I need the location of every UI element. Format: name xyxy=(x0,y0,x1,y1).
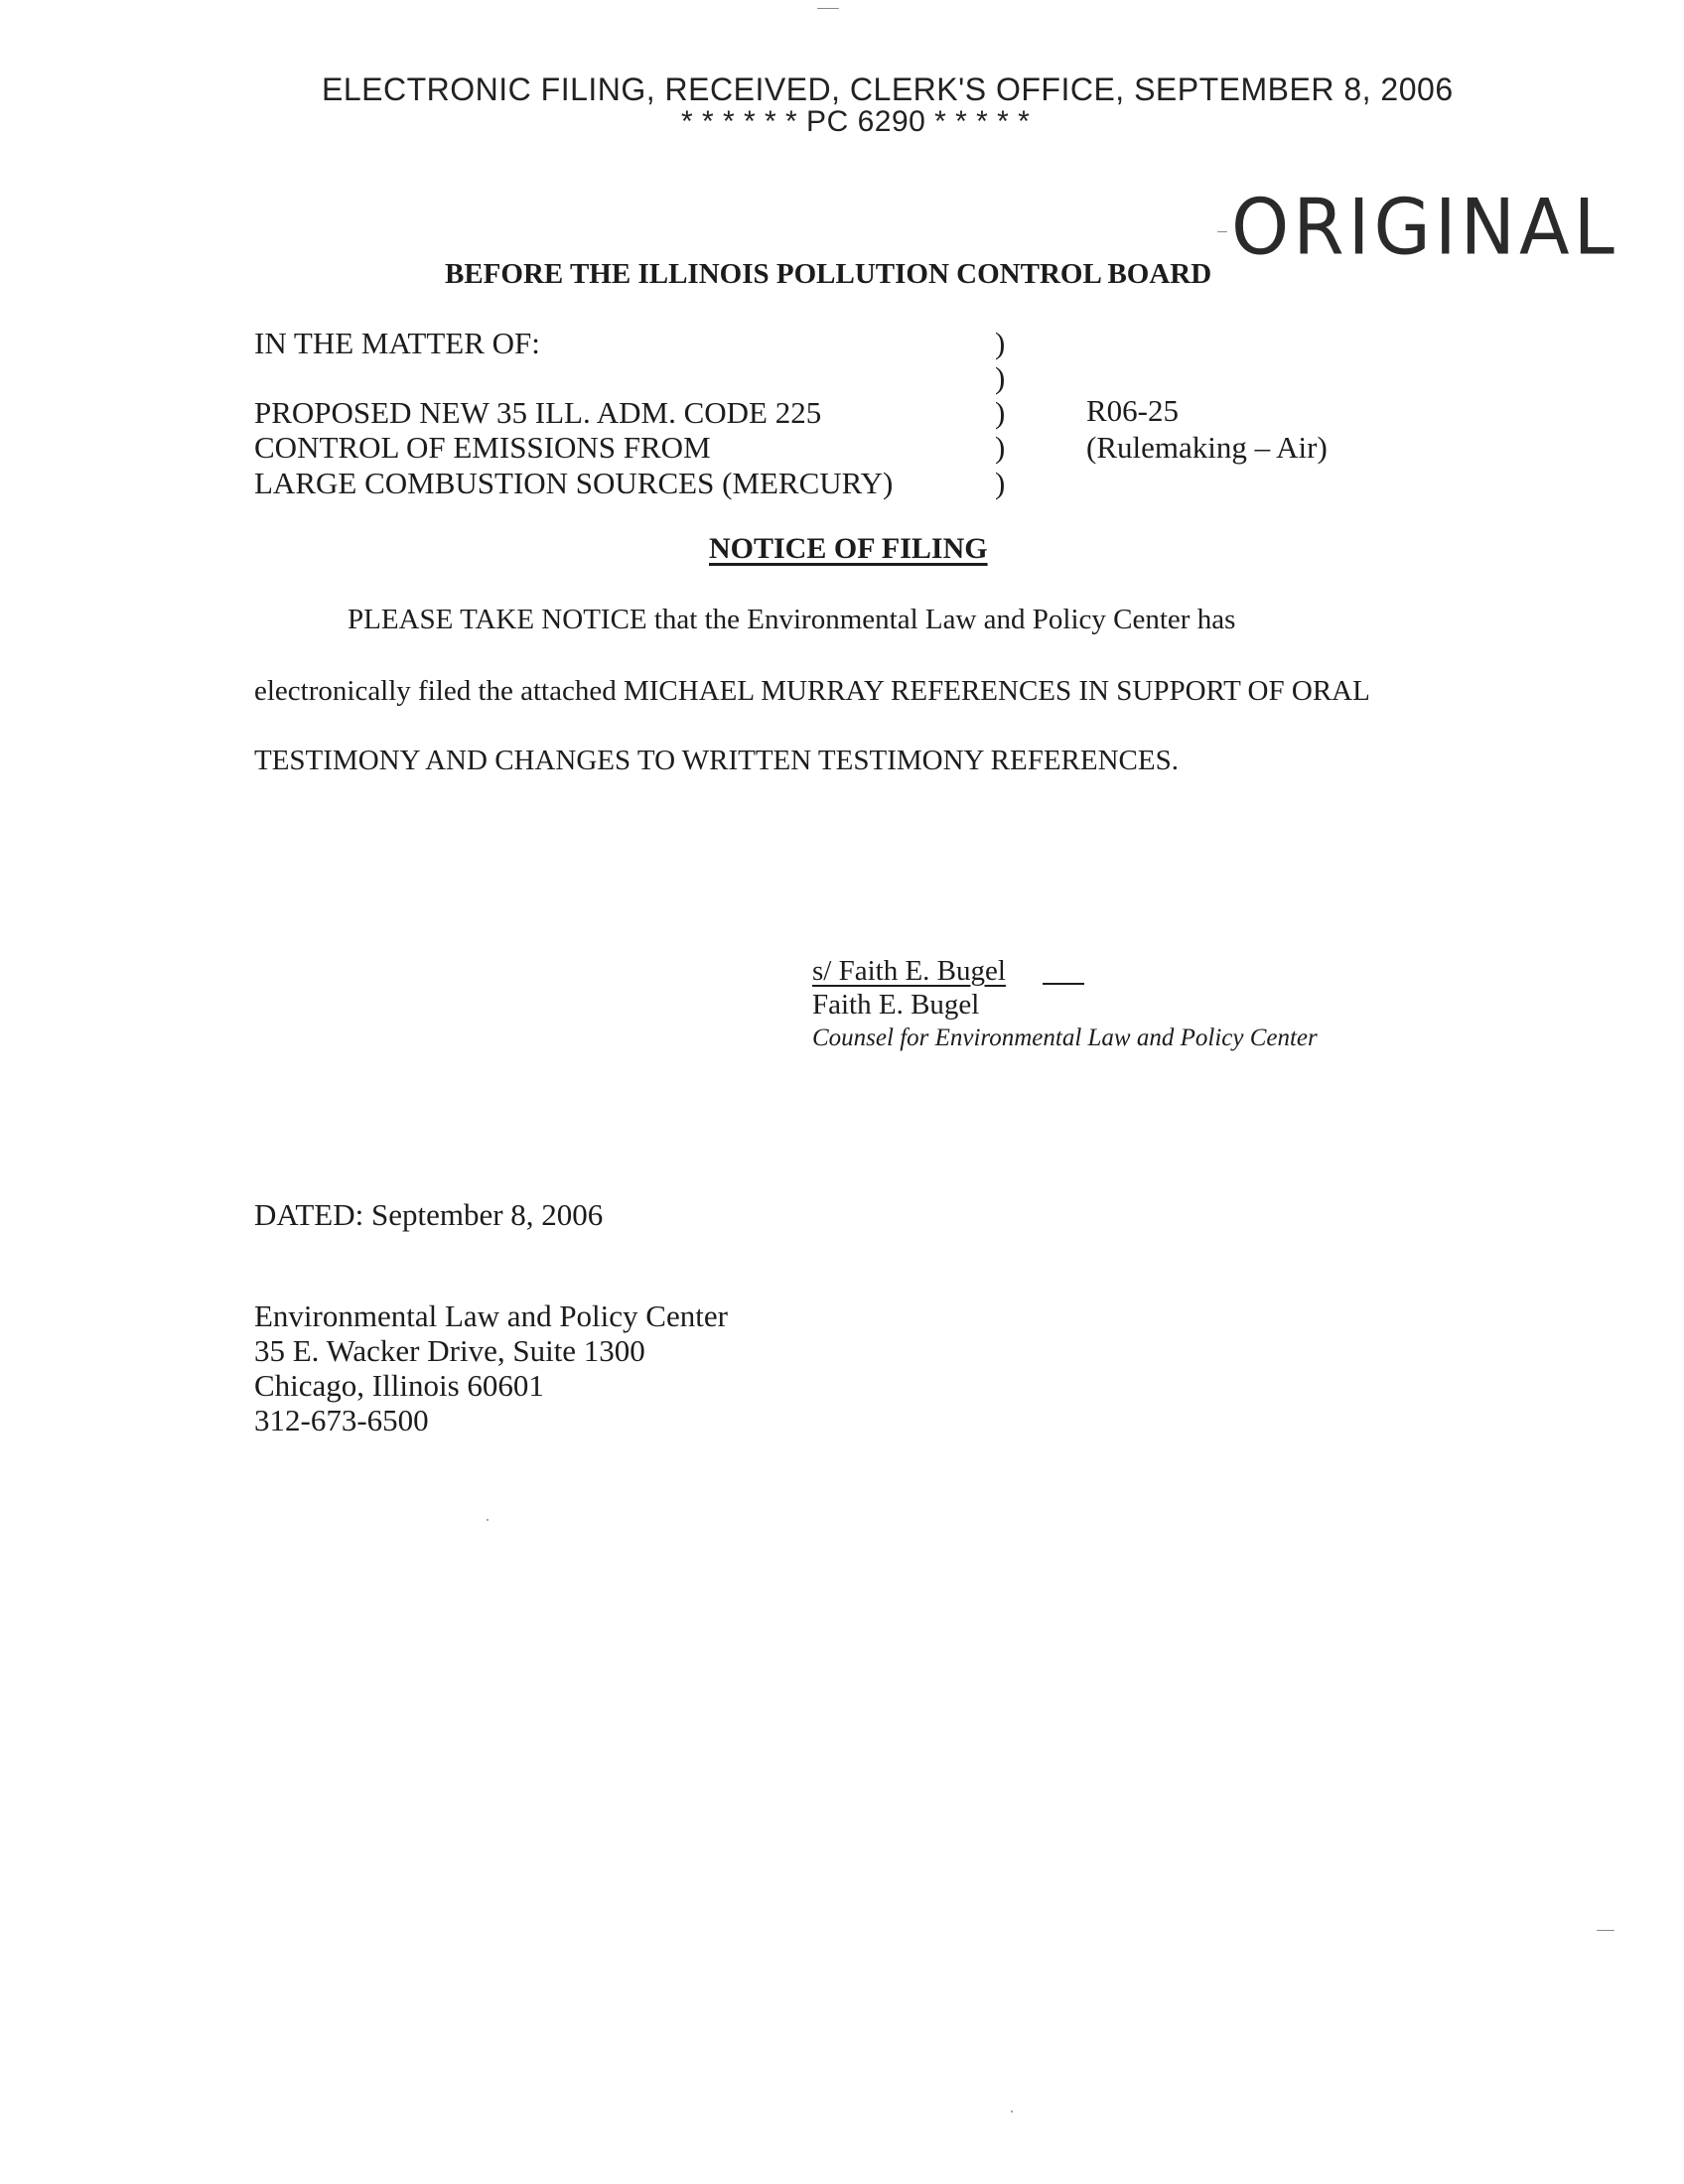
pc-number: * * * * * * PC 6290 * * * * * xyxy=(681,105,1031,138)
caption-line-2: CONTROL OF EMISSIONS FROM xyxy=(254,430,711,465)
scan-speck xyxy=(817,8,839,9)
filing-stamp: ELECTRONIC FILING, RECEIVED, CLERK'S OFFICE, SEPTEMBER 8, 2006 xyxy=(322,71,1454,107)
caption-paren: ) xyxy=(995,326,1006,360)
dated-line: DATED: September 8, 2006 xyxy=(254,1197,604,1232)
caption-paren: ) xyxy=(995,430,1006,465)
caption-paren: ) xyxy=(995,360,1006,395)
docket-number: R06-25 xyxy=(1086,393,1179,428)
caption-paren: ) xyxy=(995,395,1006,430)
address-city: Chicago, Illinois 60601 xyxy=(254,1368,544,1403)
address-org: Environmental Law and Policy Center xyxy=(254,1298,728,1333)
address-street: 35 E. Wacker Drive, Suite 1300 xyxy=(254,1333,645,1368)
scan-speck xyxy=(1597,1930,1614,1931)
caption-line-1: PROPOSED NEW 35 ILL. ADM. CODE 225 xyxy=(254,395,822,430)
signer-name: Faith E. Bugel xyxy=(812,989,980,1021)
body-line-1: PLEASE TAKE NOTICE that the Environmental Law and Policy Center has xyxy=(348,604,1236,635)
address-phone: 312-673-6500 xyxy=(254,1403,429,1437)
scan-speck xyxy=(1217,231,1227,232)
e-signature: s/ Faith E. Bugel xyxy=(812,955,1006,987)
original-stamp: ORIGINAL xyxy=(1231,182,1618,273)
scan-speck xyxy=(1011,2111,1013,2113)
signature-line xyxy=(1043,983,1084,985)
docket-type: (Rulemaking – Air) xyxy=(1086,430,1328,465)
notice-title: NOTICE OF FILING xyxy=(709,532,988,565)
body-line-3: TESTIMONY AND CHANGES TO WRITTEN TESTIMONY REFERENCES. xyxy=(254,745,1179,776)
scan-speck xyxy=(487,1519,489,1521)
board-title: BEFORE THE ILLINOIS POLLUTION CONTROL BOARD xyxy=(445,258,1212,290)
body-line-2: electronically filed the attached MICHAEL MURRAY REFERENCES IN SUPPORT OF ORAL xyxy=(254,675,1370,707)
caption-matter: IN THE MATTER OF: xyxy=(254,326,540,360)
caption-line-3: LARGE COMBUSTION SOURCES (MERCURY) xyxy=(254,466,894,500)
signer-title: Counsel for Environmental Law and Policy Center xyxy=(812,1024,1318,1051)
caption-paren: ) xyxy=(995,466,1006,500)
